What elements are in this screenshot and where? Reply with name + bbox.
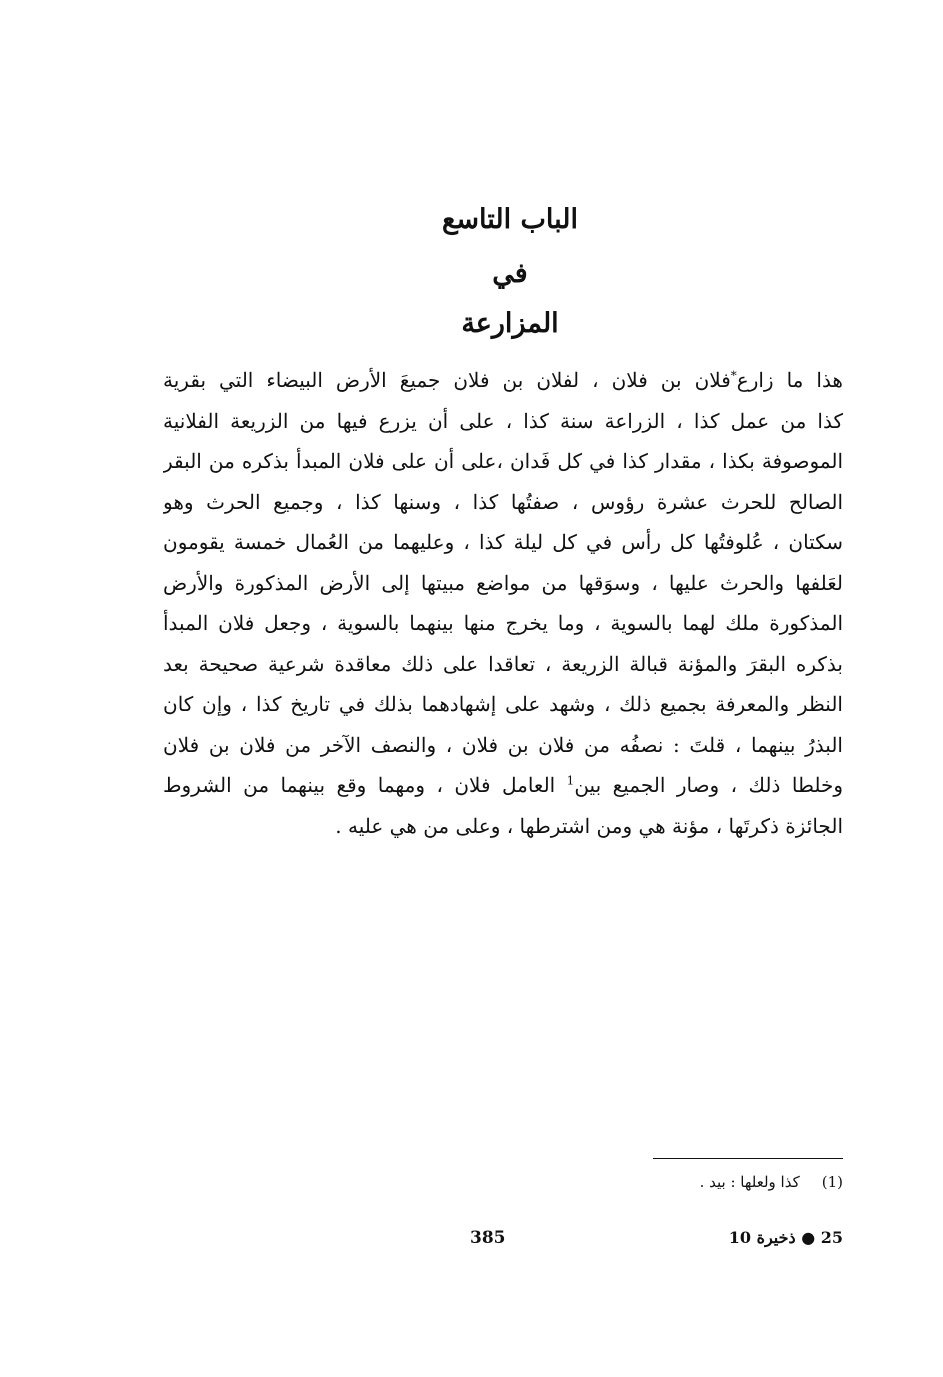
body-text: [163, 360, 843, 846]
body-line-rest: العامل فلان ، ومهما وقع بينهما من الشروط: [163, 773, 567, 797]
body-line: المذكورة ملك لهما بالسوية ، وما يخرج منها بينهما بالسوية ، وجعل فلان المبدأ: [163, 611, 843, 635]
printer-signature: 25 ● ذخيرة 10: [728, 1228, 843, 1247]
body-line: سكتان ، عُلوفتُها كل رأس في كل ليلة كذا ، وعليهما من العُمال خمسة يقومون: [163, 530, 843, 554]
footnote-reference: 1: [566, 773, 575, 788]
body-line: النظر والمعرفة بجميع ذلك ، وشهد على إشهادهما بذلك في تاريخ كذا ، وإن كان: [163, 692, 843, 716]
body-line: الجائزة ذكرتَها ، مؤنة هي ومن اشترطها ، وعلى من هي عليه .: [335, 813, 843, 838]
chapter-subject: المزارعة: [461, 308, 559, 339]
body-line: كذا من عمل كذا ، الزراعة سنة كذا ، على أن يزرع فيها من الزريعة الفلانية: [163, 408, 843, 433]
footnote-divider: [653, 1158, 843, 1159]
chapter-preposition: في: [492, 258, 528, 289]
body-line: [163, 765, 843, 806]
body-line: البذرُ بينهما ، قلتَ : نصفُه من فلان بن فلان ، والنصف الآخر من فلان بن فلان: [163, 732, 843, 757]
body-line-start: وخلطا ذلك ، وصار الجميع بين: [574, 773, 843, 797]
body-line: الصالح للحرث عشرة رؤوس ، صفتُها كذا ، وسنها كذا ، وجميع الحرث وهو: [163, 489, 843, 514]
body-line-rest: فلان بن فلان ، لفلان بن فلان جميعَ الأرض البيضاء التي بقرية: [163, 368, 731, 392]
chapter-title: الباب التاسع: [441, 204, 578, 235]
body-line: الموصوفة بكذا ، مقدار كذا في كل فَدان ،على أن على فلان المبدأ بذكره من البقر: [163, 449, 843, 473]
body-line: [163, 360, 843, 401]
body-line: لعَلفها والحرث عليها ، وسوَقها من مواضع مبيتها إلى الأرض المذكورة والأرض: [163, 570, 843, 595]
footnote-number: (1): [821, 1173, 843, 1191]
page-number: 385: [470, 1228, 506, 1248]
body-line-start: هذا ما زارع: [736, 368, 843, 392]
footnote-text: كذا ولعلها : بيد .: [699, 1173, 800, 1191]
footnote: [700, 1170, 843, 1194]
body-line: بذكره البقرَ والمؤنة قبالة الزريعة ، تعاقدا على ذلك معاقدة شرعية صحيحة بعد: [163, 651, 843, 676]
footnote-marker: *: [730, 368, 737, 383]
